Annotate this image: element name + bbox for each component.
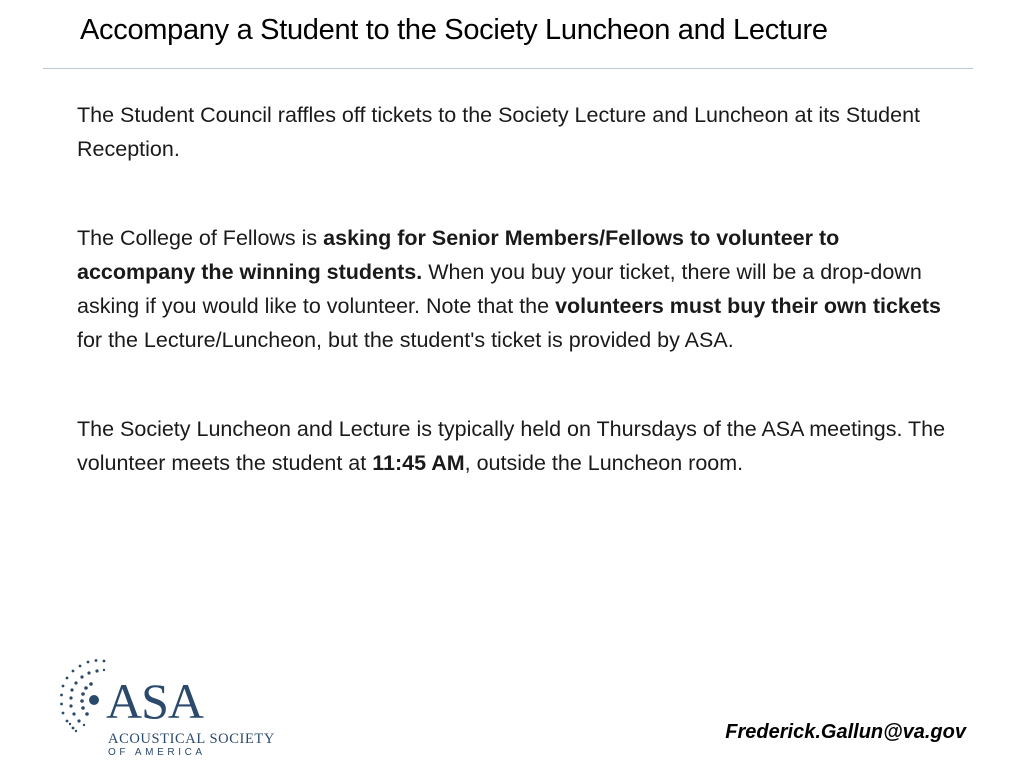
paragraph-raffle: The Student Council raffles off tickets to the Society Lecture and Luncheon at its Student Reception. <box>77 103 921 161</box>
slide-body <box>77 98 957 535</box>
meeting-time: 11:45 AM <box>372 451 465 475</box>
schedule-text-1: The Society Luncheon and Lecture is typically held on Thursdays of the ASA meetings. The volunteer meets the student at <box>77 417 946 475</box>
volunteer-text-2: When you buy your ticket, there will be a drop-down asking if you would like to volunteer. Note that the <box>77 260 922 318</box>
paragraph-schedule <box>77 412 957 480</box>
logo-acronym: ASA <box>106 673 204 729</box>
logo-name-line1: ACOUSTICAL SOCIETY <box>108 731 275 747</box>
slide-title: Accompany a Student to the Society Luncheon and Lecture <box>80 14 828 46</box>
asa-logo <box>60 658 290 758</box>
paragraph-volunteer <box>77 221 957 357</box>
volunteer-text-3: for the Lecture/Luncheon, but the student's ticket is provided by ASA. <box>77 328 734 352</box>
volunteer-text-1: The College of Fellows is <box>77 226 324 250</box>
title-divider <box>43 68 973 69</box>
volunteer-request-bold: asking for Senior Members/Fellows to volunteer to accompany the winning students. <box>77 226 840 284</box>
contact-email: Frederick.Gallun@va.gov <box>725 721 966 743</box>
own-tickets-bold: volunteers must buy their own tickets <box>555 294 941 318</box>
schedule-text-2: , outside the Luncheon room. <box>464 451 744 475</box>
logo-name-line2: OF AMERICA <box>108 747 206 758</box>
